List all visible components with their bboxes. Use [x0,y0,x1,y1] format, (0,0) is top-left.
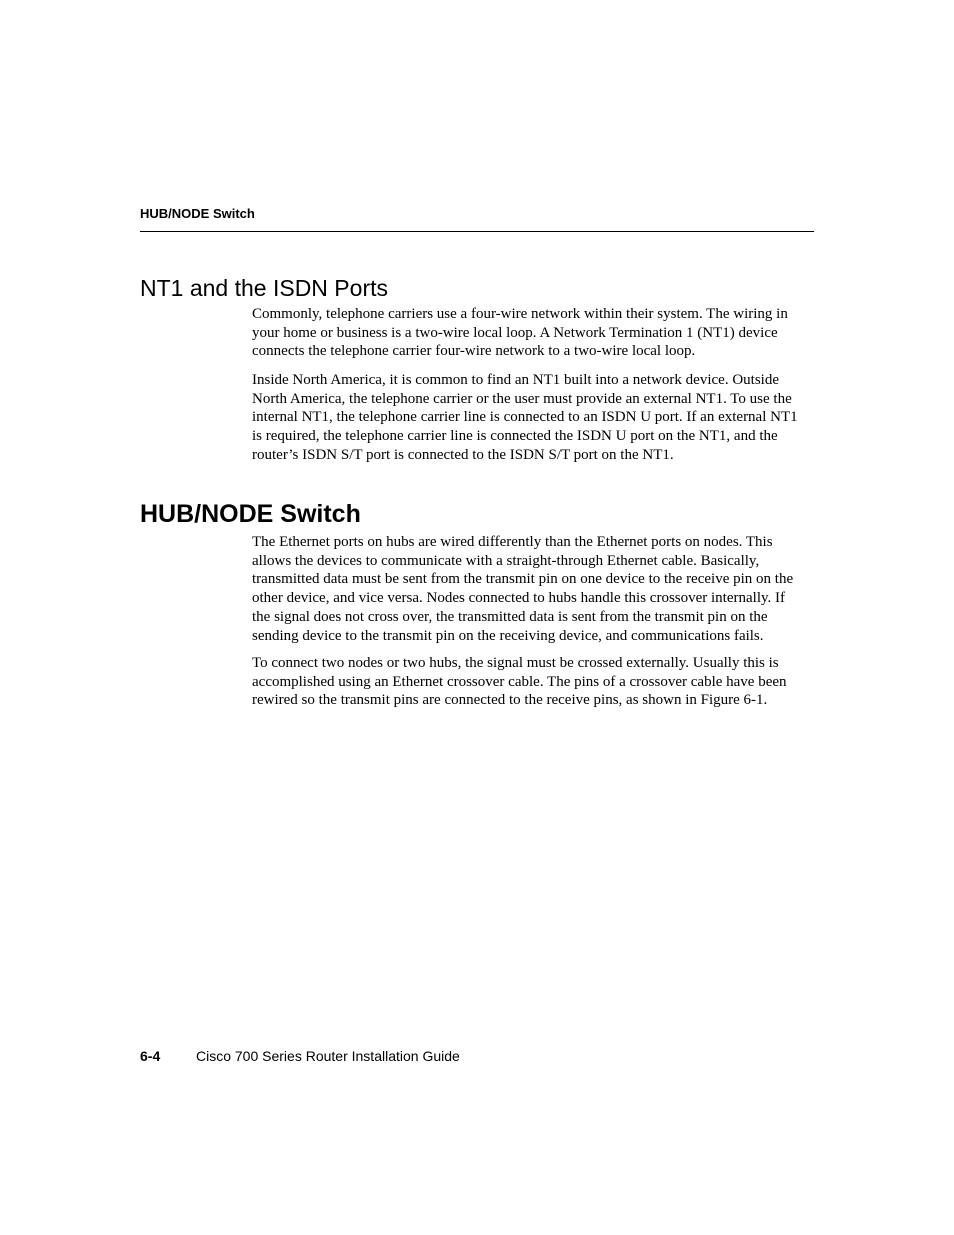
header-rule [140,231,814,232]
running-header: HUB/NODE Switch [140,206,255,221]
hub-node-paragraph-2: To connect two nodes or two hubs, the signal must be crossed externally. Usually this is accomplished using an Ethernet crossover cable. The pins of a crossover cable have been rewired so the transmit pins are connected to the receive pins, as shown in Figure 6-1. [252,655,787,709]
hub-node-paragraph-1: The Ethernet ports on hubs are wired differently than the Ethernet ports on nodes. This allows the devices to communicate with a straight-through Ethernet cable. Basically, transmitted data must be sent from the transmit pin on one device to the receive pin on the other device, and vice versa. Nodes connected to hubs handle this crossover internally. If the signal does not cross over, the transmitted data is sent from the transmit pin on the sending device to the transmit pin on the receiving device, and communications fails. [252,534,794,644]
section-title-hub-node-switch: HUB/NODE Switch [140,500,361,528]
footer-document-title: Cisco 700 Series Router Installation Guide [196,1048,460,1064]
nt1-paragraph-1: Commonly, telephone carriers use a four-wire network within their system. The wiring in your home or business is a two-wire local loop. A Network Termination 1 (NT1) device connects the telephone carrier four-wire network to a two-wire local loop. [252,306,788,360]
page-footer [140,1047,460,1065]
page-number: 6-4 [140,1048,161,1064]
section-title-nt1-isdn-ports: NT1 and the ISDN Ports [140,275,388,301]
nt1-paragraph-2: Inside North America, it is common to find an NT1 built into a network device. Outside North America, the telephone carrier or the user must provide an external NT1. To use the internal NT1, the telephone carrier line is connected to an ISDN U port. If an external NT1 is required, the telephone carrier line is connected the ISDN U port on the NT1, and the router’s ISDN S/T port is connected to the ISDN S/T port on the NT1. [252,372,798,463]
